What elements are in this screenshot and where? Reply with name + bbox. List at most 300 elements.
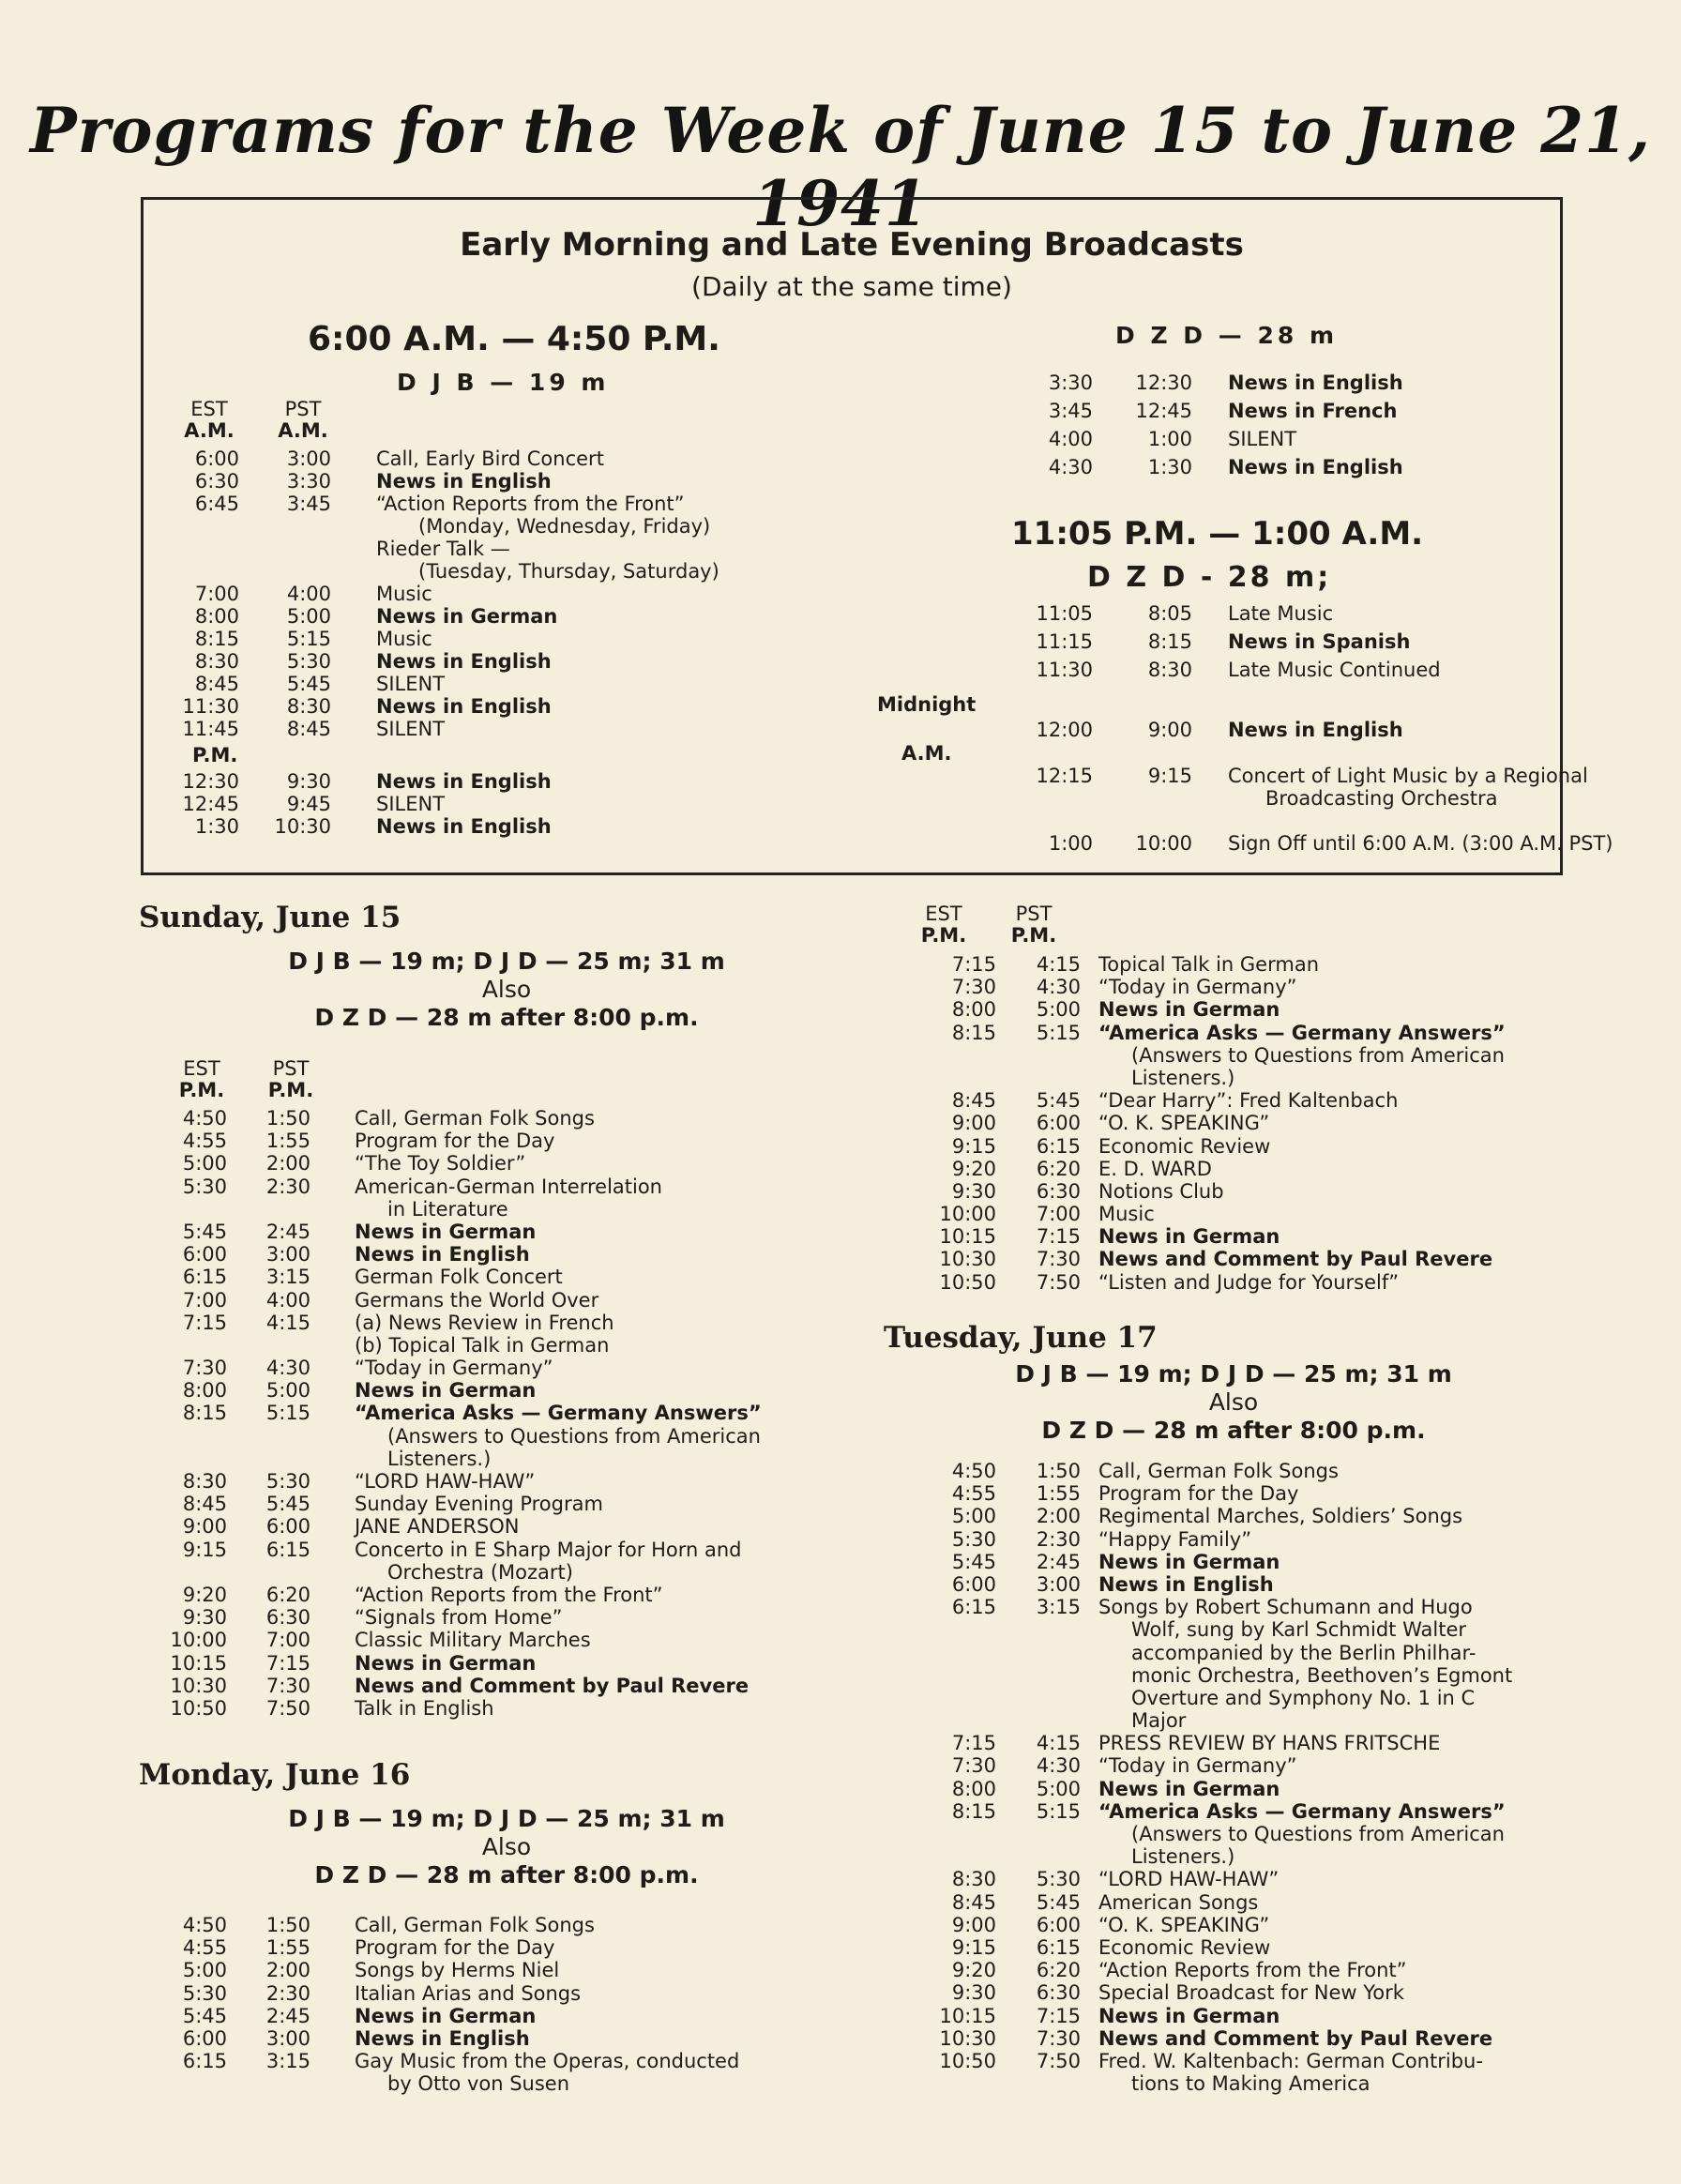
schedule-row xyxy=(844,1203,1670,1225)
schedule-row xyxy=(800,832,1613,855)
sunday-callsigns xyxy=(141,948,872,1032)
program-title: Call, German Folk Songs xyxy=(355,1914,595,1936)
sunday-pst-header xyxy=(263,1058,319,1101)
program-title: News in German xyxy=(355,2004,537,2027)
est-time: 3:45 xyxy=(1048,400,1093,422)
program-title: “Today in Germany” xyxy=(1098,1754,1297,1778)
schedule-row xyxy=(0,2005,844,2027)
est-time: 1:30 xyxy=(194,815,239,838)
pst-time: 7:00 xyxy=(1036,1203,1081,1226)
schedule-row xyxy=(844,1528,1670,1551)
sunday-est-header xyxy=(174,1058,230,1101)
est-time: 7:15 xyxy=(951,1732,996,1755)
pst-time: 7:50 xyxy=(265,1696,310,1720)
schedule-row xyxy=(844,1022,1670,1044)
program-title: (Answers to Questions from American xyxy=(387,1424,761,1448)
tuesday-line1: D J B — 19 m; D J D — 25 m; 31 m xyxy=(1015,1360,1452,1388)
pst-time: 1:50 xyxy=(265,1107,310,1130)
est-time: 10:15 xyxy=(939,1225,996,1249)
est-time: 8:00 xyxy=(951,998,996,1022)
program-title: News in German xyxy=(1098,998,1280,1022)
morning-schedule xyxy=(144,447,800,740)
schedule-row xyxy=(800,716,1551,744)
pst-time: 3:15 xyxy=(265,2050,310,2073)
program-title: Call, German Folk Songs xyxy=(355,1107,595,1130)
schedule-row xyxy=(844,1044,1670,1067)
pst-time: 9:30 xyxy=(286,770,331,793)
pst-time: 5:15 xyxy=(1036,1799,1081,1823)
schedule-row xyxy=(844,2005,1670,2027)
pst-time: 3:00 xyxy=(286,447,331,470)
pst-time: 10:00 xyxy=(1135,832,1192,855)
program-title: Program for the Day xyxy=(355,1936,555,1960)
program-title: Concert of Light Music by a Regional xyxy=(1228,765,1588,787)
pst-time: 5:15 xyxy=(1036,1021,1081,1044)
schedule-row xyxy=(0,1606,844,1629)
schedule-row xyxy=(0,1221,844,1243)
pst-time: 8:15 xyxy=(1147,630,1192,653)
est-time: 7:30 xyxy=(951,1754,996,1778)
pst-time: 5:30 xyxy=(1036,1868,1081,1891)
schedule-row xyxy=(144,673,800,695)
schedule-row xyxy=(844,1732,1670,1754)
schedule-row xyxy=(844,1981,1670,2004)
pst-time: 9:00 xyxy=(1147,719,1192,741)
est-time: 7:30 xyxy=(182,1357,227,1380)
program-title: Songs by Herms Niel xyxy=(355,1959,560,1982)
est-time: 8:15 xyxy=(182,1402,227,1425)
est-time: 5:00 xyxy=(182,1959,227,1982)
est-time: 11:45 xyxy=(182,718,239,740)
est-time: 10:30 xyxy=(170,1674,227,1697)
program-title: “Dear Harry”: Fred Kaltenbach xyxy=(1098,1089,1399,1113)
pst-time: 2:45 xyxy=(265,2004,310,2027)
program-title: “America Asks — Germany Answers” xyxy=(1098,1799,1506,1823)
est-time: 5:45 xyxy=(951,1550,996,1573)
program-title: “O. K. SPEAKING” xyxy=(1098,1112,1270,1135)
program-title: News in English xyxy=(1098,1572,1274,1596)
est-time: 8:30 xyxy=(182,1470,227,1493)
pm-label: P.M. xyxy=(192,744,238,766)
program-title: PRESS REVIEW BY HANS FRITSCHE xyxy=(1098,1732,1441,1755)
est-time: 7:15 xyxy=(182,1311,227,1334)
est-time: 8:45 xyxy=(182,1493,227,1516)
pst-time: 8:05 xyxy=(1147,602,1192,625)
program-title: Special Broadcast for New York xyxy=(1098,1981,1404,2005)
program-title: News in English xyxy=(1228,372,1403,394)
program-title: News in German xyxy=(1098,1550,1280,1573)
morning-callsign: D J B — 19 m xyxy=(397,369,610,396)
pst-time: 4:15 xyxy=(1036,1732,1081,1755)
monday-cont-pst-header xyxy=(1006,903,1062,947)
program-title: News in English xyxy=(355,2026,530,2050)
schedule-row xyxy=(844,1225,1670,1248)
pst-time: 7:50 xyxy=(1036,2049,1081,2072)
program-title: Listeners.) xyxy=(1131,1845,1235,1869)
evening-callsign: D Z D - 28 m; xyxy=(1087,561,1332,594)
pst-time: 1:55 xyxy=(1036,1482,1081,1506)
est-time: 6:00 xyxy=(951,1572,996,1596)
schedule-row xyxy=(144,560,800,583)
est-label: EST xyxy=(183,1057,220,1080)
program-title: by Otto von Susen xyxy=(387,2072,570,2096)
program-title: “Today in Germany” xyxy=(1098,976,1297,999)
est-time: 9:00 xyxy=(182,1515,227,1539)
program-title: Music xyxy=(376,628,432,650)
program-title: Major xyxy=(1131,1709,1187,1733)
pst-time: 5:45 xyxy=(286,673,331,695)
pm-label: P.M. xyxy=(920,924,967,947)
program-title: (b) Topical Talk in German xyxy=(355,1333,610,1357)
schedule-row xyxy=(844,1642,1670,1664)
est-time: 4:00 xyxy=(1048,428,1093,450)
program-title: News in German xyxy=(355,1220,537,1243)
program-title: News and Comment by Paul Revere xyxy=(1098,1248,1493,1271)
schedule-row xyxy=(0,1959,844,1981)
pst-time: 9:15 xyxy=(1147,765,1192,787)
pst-time: 3:00 xyxy=(1036,1572,1081,1596)
est-time: 12:15 xyxy=(1036,765,1093,787)
pm-label: P.M. xyxy=(1010,924,1057,947)
sunday-line1: D J B — 19 m; D J D — 25 m; 31 m xyxy=(288,948,725,975)
pst-time: 6:15 xyxy=(1036,1935,1081,1959)
est-time: 9:15 xyxy=(951,1134,996,1158)
schedule-row xyxy=(844,1664,1670,1687)
est-time: 5:30 xyxy=(182,1175,227,1198)
schedule-row xyxy=(844,1067,1670,1089)
pst-time: 9:45 xyxy=(286,793,331,815)
est-time: 9:30 xyxy=(951,1981,996,2005)
schedule-row xyxy=(0,1982,844,2005)
program-title: “LORD HAW-HAW” xyxy=(355,1470,536,1493)
schedule-row xyxy=(0,1425,844,1448)
schedule-row xyxy=(844,1891,1670,1914)
program-title: Late Music Continued xyxy=(1228,659,1441,681)
est-time: 8:30 xyxy=(951,1868,996,1891)
box-heading: Early Morning and Late Evening Broadcasts xyxy=(460,226,1244,264)
schedule-row xyxy=(0,1493,844,1515)
schedule-row xyxy=(844,1618,1670,1641)
pst-time: 5:30 xyxy=(286,650,331,673)
schedule-row xyxy=(0,1130,844,1152)
program-title: News in English xyxy=(376,470,552,493)
sunday-also: Also xyxy=(481,976,532,1003)
pst-time: 5:00 xyxy=(286,605,331,628)
program-title: Orchestra (Mozart) xyxy=(387,1560,573,1584)
schedule-row xyxy=(844,1551,1670,1573)
midnight-label: Midnight xyxy=(877,693,977,716)
schedule-row xyxy=(800,599,1551,628)
program-title: “Signals from Home” xyxy=(355,1606,563,1630)
pst-time: 7:30 xyxy=(1036,2026,1081,2050)
schedule-row xyxy=(144,538,800,560)
schedule-row xyxy=(844,1754,1670,1777)
sunday-line3: D Z D — 28 m after 8:00 p.m. xyxy=(314,1004,699,1031)
pst-time: 3:00 xyxy=(265,2026,310,2050)
est-time: 6:00 xyxy=(182,2026,227,2050)
program-title: News in English xyxy=(376,770,552,793)
schedule-row xyxy=(844,1914,1670,1936)
schedule-row xyxy=(0,1175,844,1198)
schedule-row xyxy=(0,1936,844,1959)
monday-callsigns xyxy=(141,1805,872,1889)
schedule-row xyxy=(144,650,800,673)
pst-time: 7:00 xyxy=(265,1629,310,1652)
schedule-row xyxy=(0,1357,844,1379)
pst-time: 1:55 xyxy=(265,1936,310,1960)
program-title: News in German xyxy=(355,1379,537,1403)
schedule-row xyxy=(800,787,1551,810)
program-title: Sign Off until 6:00 A.M. (3:00 A.M. PST) xyxy=(1228,832,1613,855)
est-time: 8:15 xyxy=(951,1021,996,1044)
pst-time: 4:30 xyxy=(1036,976,1081,999)
program-title: Fred. W. Kaltenbach: German Contribu- xyxy=(1098,2049,1483,2072)
schedule-row xyxy=(844,1778,1670,1800)
schedule-row xyxy=(844,1845,1670,1868)
program-title: monic Orchestra, Beethoven’s Egmont xyxy=(1131,1663,1513,1687)
pst-time: 2:30 xyxy=(265,1175,310,1198)
est-time: 10:30 xyxy=(939,1248,996,1271)
program-title: News in English xyxy=(1228,456,1403,478)
schedule-row xyxy=(844,1823,1670,1845)
schedule-row xyxy=(844,1460,1670,1482)
midnight-schedule xyxy=(800,716,1551,744)
est-time: 7:30 xyxy=(951,976,996,999)
schedule-row xyxy=(144,583,800,605)
est-time: 5:30 xyxy=(951,1527,996,1551)
program-title: Program for the Day xyxy=(1098,1482,1299,1506)
program-title: Regimental Marches, Soldiers’ Songs xyxy=(1098,1505,1463,1528)
schedule-row xyxy=(844,1505,1670,1527)
pst-time: 5:15 xyxy=(286,628,331,650)
program-title: “Action Reports from the Front” xyxy=(1098,1959,1407,1982)
schedule-row xyxy=(0,1652,844,1675)
pst-time: 5:30 xyxy=(265,1470,310,1493)
program-title: JANE ANDERSON xyxy=(355,1515,520,1539)
est-time: 10:00 xyxy=(939,1203,996,1226)
program-title: Call, German Folk Songs xyxy=(1098,1460,1339,1482)
schedule-row xyxy=(844,976,1670,998)
est-time: 8:45 xyxy=(194,673,239,695)
pst-time: 6:20 xyxy=(1036,1959,1081,1982)
program-title: (Tuesday, Thursday, Saturday) xyxy=(418,560,719,583)
schedule-row xyxy=(144,793,800,815)
pst-time: 4:15 xyxy=(265,1311,310,1334)
program-title: Program for the Day xyxy=(355,1130,555,1153)
tuesday-also: Also xyxy=(1208,1388,1259,1416)
schedule-row xyxy=(144,493,800,515)
est-time: 12:00 xyxy=(1036,719,1093,741)
program-title: “America Asks — Germany Answers” xyxy=(355,1402,762,1425)
est-time: 11:30 xyxy=(182,695,239,718)
pst-time: 3:15 xyxy=(1036,1596,1081,1619)
program-title: Late Music xyxy=(1228,602,1334,625)
pst-time: 6:30 xyxy=(1036,1179,1081,1203)
program-title: (Monday, Wednesday, Friday) xyxy=(418,515,711,538)
schedule-row xyxy=(0,1697,844,1720)
schedule-row xyxy=(144,515,800,538)
program-title: “Happy Family” xyxy=(1098,1527,1252,1551)
schedule-row xyxy=(0,1312,844,1334)
schedule-row xyxy=(844,1687,1670,1709)
schedule-row xyxy=(844,1089,1670,1112)
est-time: 11:05 xyxy=(1036,602,1093,625)
est-time: 9:15 xyxy=(951,1935,996,1959)
schedule-row xyxy=(0,1402,844,1424)
pst-label: PST xyxy=(1015,902,1053,925)
est-time: 9:00 xyxy=(951,1112,996,1135)
program-title: News in English xyxy=(376,650,552,673)
schedule-row xyxy=(800,425,1551,453)
tuesday-schedule xyxy=(844,1460,1670,2095)
pst-time: 7:15 xyxy=(265,1651,310,1675)
schedule-row xyxy=(0,1448,844,1470)
pst-time: 3:45 xyxy=(286,493,331,515)
est-time: 8:00 xyxy=(194,605,239,628)
pm-label: P.M. xyxy=(178,1079,225,1101)
program-title: “O. K. SPEAKING” xyxy=(1098,1913,1270,1936)
pst-time: 10:30 xyxy=(274,815,331,838)
schedule-row xyxy=(0,2050,844,2072)
pst-time: 2:30 xyxy=(265,1981,310,2005)
early-am-schedule xyxy=(800,765,1613,855)
program-title: Classic Military Marches xyxy=(355,1629,591,1652)
program-title: “Listen and Judge for Yourself” xyxy=(1098,1270,1400,1294)
pst-time: 3:30 xyxy=(286,470,331,493)
est-time: 5:00 xyxy=(182,1152,227,1175)
program-title: E. D. WARD xyxy=(1098,1157,1212,1180)
pst-time: 5:45 xyxy=(1036,1089,1081,1113)
est-time: 11:15 xyxy=(1036,630,1093,653)
pst-time: 6:00 xyxy=(265,1515,310,1539)
est-time: 12:45 xyxy=(182,793,239,815)
pst-time: 5:00 xyxy=(265,1379,310,1403)
est-time: 9:20 xyxy=(182,1583,227,1606)
program-title: News in German xyxy=(1098,2004,1280,2027)
pst-time: 4:00 xyxy=(286,583,331,605)
pst-time: 5:45 xyxy=(265,1493,310,1516)
schedule-row xyxy=(844,1271,1670,1294)
est-time: 9:20 xyxy=(951,1157,996,1180)
program-title: Rieder Talk — xyxy=(376,538,510,560)
pst-time: 1:55 xyxy=(265,1130,310,1153)
program-title: Music xyxy=(376,583,432,605)
program-title: (a) News Review in French xyxy=(355,1311,614,1334)
schedule-row xyxy=(0,1584,844,1606)
est-time: 10:50 xyxy=(939,1270,996,1294)
est-time: 6:15 xyxy=(182,1266,227,1289)
est-time: 6:15 xyxy=(951,1596,996,1619)
schedule-row xyxy=(844,1158,1670,1180)
pst-time: 1:30 xyxy=(1147,456,1192,478)
schedule-row xyxy=(844,1482,1670,1505)
program-title: tions to Making America xyxy=(1131,2072,1371,2096)
est-time: 10:50 xyxy=(170,1696,227,1720)
est-time: 10:15 xyxy=(939,2004,996,2027)
program-title: News in Spanish xyxy=(1228,630,1411,653)
program-title: SILENT xyxy=(376,673,446,695)
program-title: News in French xyxy=(1228,400,1398,422)
est-time: 8:15 xyxy=(194,628,239,650)
program-title: Listeners.) xyxy=(387,1447,492,1470)
schedule-row xyxy=(844,998,1670,1021)
program-title: News in German xyxy=(1098,1225,1280,1249)
schedule-row xyxy=(0,1334,844,1357)
program-title: Germans the World Over xyxy=(355,1288,599,1312)
est-time: 9:00 xyxy=(951,1913,996,1936)
schedule-row xyxy=(844,1596,1670,1618)
schedule-row xyxy=(0,1243,844,1266)
pst-time: 5:15 xyxy=(265,1402,310,1425)
schedule-row xyxy=(144,605,800,628)
pst-time: 1:50 xyxy=(1036,1460,1081,1482)
est-label: EST xyxy=(190,398,228,420)
schedule-row xyxy=(0,1152,844,1175)
schedule-row xyxy=(144,815,800,838)
program-title: American-German Interrelation xyxy=(355,1175,662,1198)
schedule-row xyxy=(800,628,1551,656)
est-time: 6:30 xyxy=(194,470,239,493)
pst-time: 8:30 xyxy=(1147,659,1192,681)
program-title: (Answers to Questions from American xyxy=(1131,1823,1505,1845)
schedule-row xyxy=(0,1675,844,1697)
est-time: 10:30 xyxy=(939,2026,996,2050)
pst-label: PST xyxy=(272,1057,310,1080)
am-label-right: A.M. xyxy=(901,742,952,765)
program-title: Economic Review xyxy=(1098,1935,1271,1959)
schedule-row xyxy=(800,656,1551,684)
pst-time: 2:45 xyxy=(265,1220,310,1243)
schedule-row xyxy=(0,2027,844,2050)
pst-time: 4:15 xyxy=(1036,953,1081,976)
est-header xyxy=(181,399,237,442)
est-time: 6:00 xyxy=(194,447,239,470)
schedule-row xyxy=(0,1515,844,1538)
schedule-row xyxy=(0,2072,844,2095)
dzd-callsign: D Z D — 28 m xyxy=(1115,322,1338,349)
program-title: News in English xyxy=(355,1243,530,1266)
program-title: “Today in Germany” xyxy=(355,1357,553,1380)
pst-time: 6:15 xyxy=(265,1538,310,1561)
tuesday-callsigns xyxy=(868,1360,1599,1445)
est-time: 10:50 xyxy=(939,2049,996,2072)
pst-time: 8:30 xyxy=(286,695,331,718)
program-title: Talk in English xyxy=(355,1696,494,1720)
est-time: 9:15 xyxy=(182,1538,227,1561)
program-title: News in German xyxy=(376,605,558,628)
schedule-row xyxy=(800,397,1551,425)
pst-time: 2:00 xyxy=(1036,1505,1081,1528)
pst-time: 4:00 xyxy=(265,1288,310,1312)
am-label: A.M. xyxy=(278,419,328,442)
pst-time: 8:45 xyxy=(286,718,331,740)
schedule-row xyxy=(0,1914,844,1936)
schedule-row xyxy=(844,1959,1670,1981)
est-time: 1:00 xyxy=(1048,832,1093,855)
schedule-row xyxy=(0,1266,844,1288)
program-title: Broadcasting Orchestra xyxy=(1265,787,1498,810)
program-title: “The Toy Soldier” xyxy=(355,1152,526,1175)
est-time: 6:45 xyxy=(194,493,239,515)
program-title: Concerto in E Sharp Major for Horn and xyxy=(355,1538,742,1561)
program-title: Overture and Symphony No. 1 in C xyxy=(1131,1686,1476,1709)
schedule-row xyxy=(0,1198,844,1221)
pst-time: 1:50 xyxy=(265,1914,310,1936)
schedule-row xyxy=(144,447,800,470)
est-time: 8:45 xyxy=(951,1089,996,1113)
program-title: SILENT xyxy=(376,793,446,815)
pst-time: 4:30 xyxy=(265,1357,310,1380)
